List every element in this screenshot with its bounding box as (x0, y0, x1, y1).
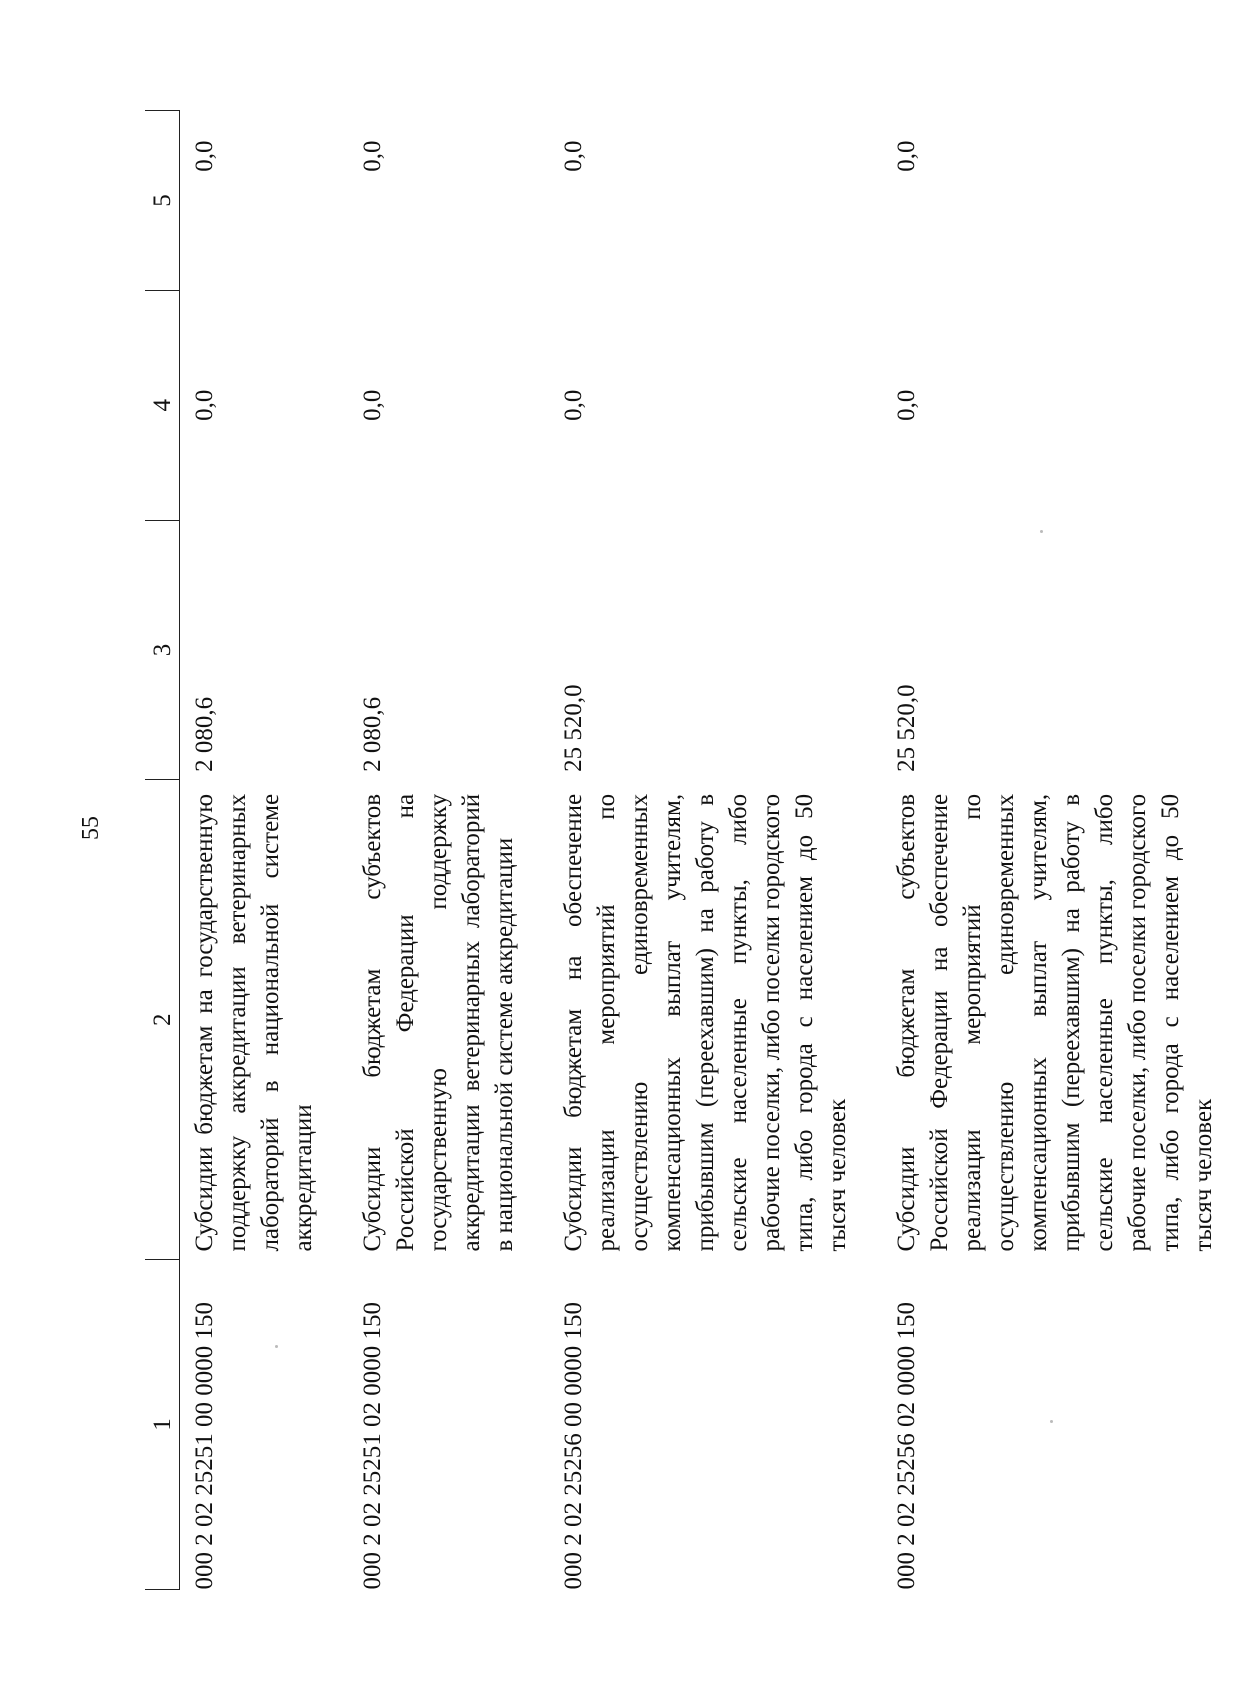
table-body (180, 111, 1248, 1590)
page-number: 55 (78, 816, 104, 840)
budget-code: 000 2 02 25256 00 0000 150 (560, 1302, 587, 1590)
budget-description: Субсидии бюджетам субъектов Российской Федерации на обеспечение реализации мероприятий по осуществлению единовременных компенсационных выплат учителям, прибывшим (переехавшим) на работу в сельские населенные пункты, либо рабочие поселки, либо поселки городского типа, либо города с населением до 50 тысяч человек (893, 793, 1217, 1252)
header-col-4: 4 (145, 290, 180, 520)
budget-table (145, 110, 1248, 1590)
budget-code: 000 2 02 25256 02 0000 150 (893, 1302, 920, 1590)
value-col-5: 0,0 (893, 140, 920, 172)
scan-speck (1040, 530, 1043, 533)
value-col-5: 0,0 (359, 140, 386, 172)
budget-code: 000 2 02 25251 00 0000 150 (191, 1302, 218, 1590)
value-col-4: 0,0 (560, 389, 587, 421)
value-col-5: 0,0 (560, 140, 587, 172)
budget-description: Субсидии бюджетам субъектов Российской Федерации на государственную поддержку аккредитации ветеринарных лабораторий в национальной системе аккредитации (359, 793, 518, 1252)
budget-table-container (145, 110, 1248, 1590)
table-row (882, 111, 1248, 1590)
table-header (145, 111, 180, 1590)
scan-speck (275, 1345, 278, 1348)
value-col-3: 2 080,6 (191, 696, 218, 772)
table-row (549, 111, 882, 1590)
budget-description: Субсидии бюджетам на обеспечение реализации мероприятий по осуществлению единовременных компенсационных выплат учителям, прибывшим (переехавшим) на работу в сельские населенные пункты, либо рабочие поселки, либо поселки городского типа, либо города с населением до 50 тысяч человек (560, 793, 851, 1252)
value-col-3: 2 080,6 (359, 696, 386, 772)
scan-speck (1050, 1420, 1053, 1423)
table-row (180, 111, 349, 1590)
budget-description: Субсидии бюджетам на государственную поддержку аккредитации ветеринарных лабораторий в национальной системе аккредитации (191, 793, 317, 1252)
header-col-3: 3 (145, 520, 180, 780)
value-col-3: 25 520,0 (560, 684, 587, 772)
header-col-5: 5 (145, 111, 180, 291)
value-col-4: 0,0 (359, 389, 386, 421)
header-col-1: 1 (145, 1260, 180, 1590)
value-col-5: 0,0 (191, 140, 218, 172)
header-row (145, 111, 180, 1590)
value-col-4: 0,0 (893, 389, 920, 421)
header-col-2: 2 (145, 780, 180, 1260)
value-col-4: 0,0 (191, 389, 218, 421)
table-row (348, 111, 549, 1590)
value-col-3: 25 520,0 (893, 684, 920, 772)
budget-code: 000 2 02 25251 02 0000 150 (359, 1302, 386, 1590)
